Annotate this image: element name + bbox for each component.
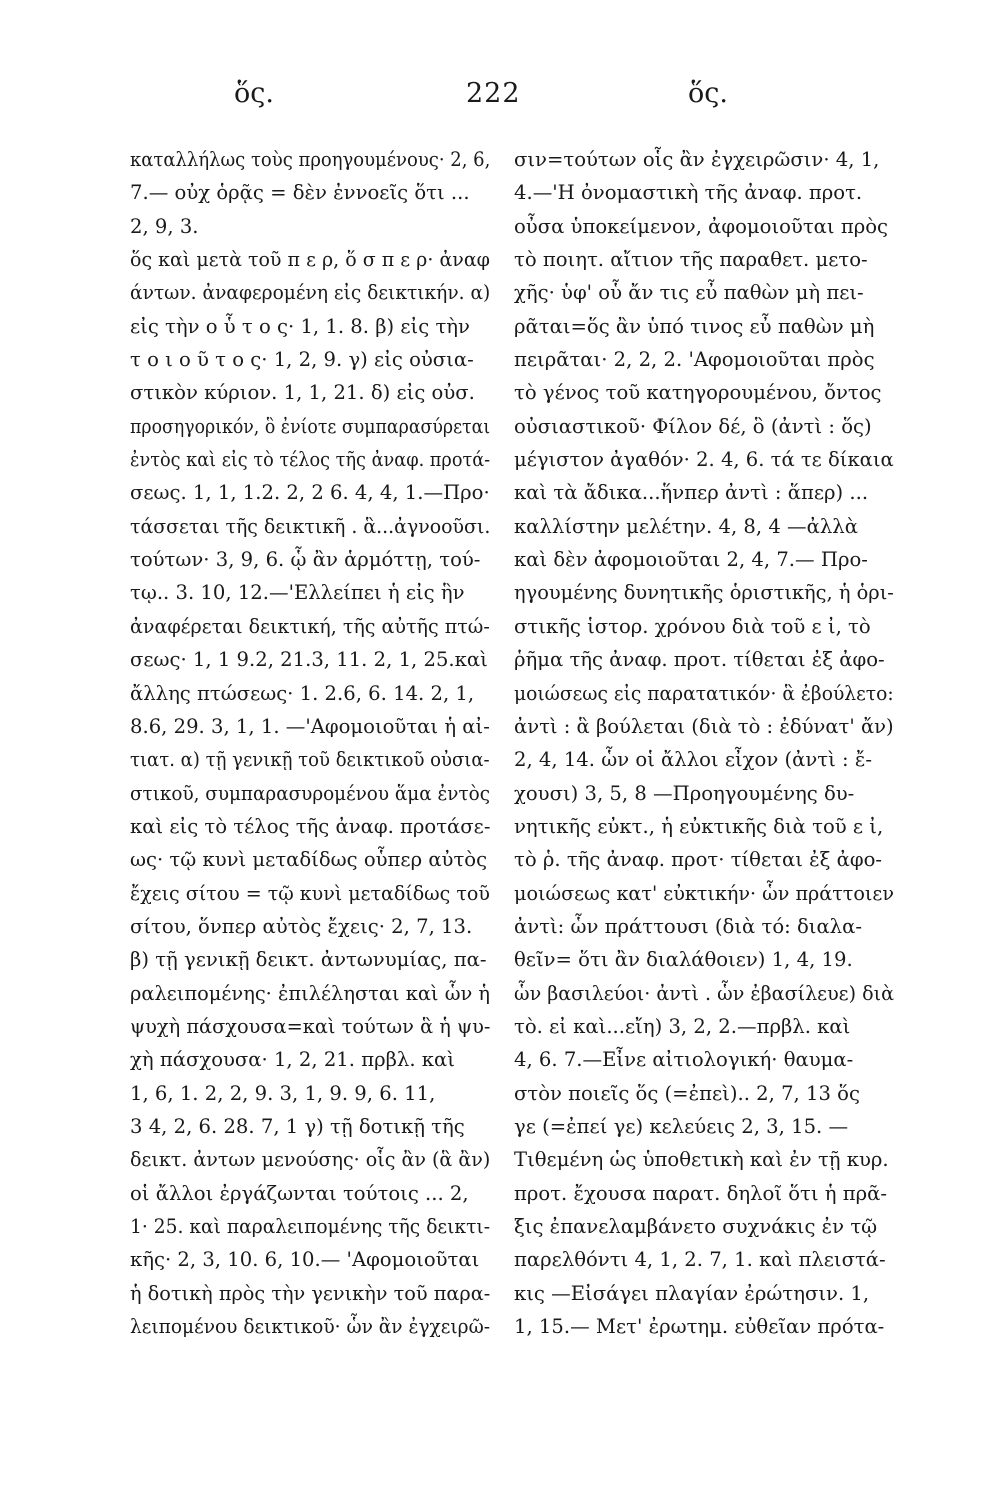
text-line: τὸ. εἰ καὶ...εἴη) 3, 2, 2.—πρβλ. καὶ [514,1014,851,1038]
text-line: καλλίστην μελέτην. 4, 8, 4 —ἀλλὰ [514,514,858,538]
text-line: στὸν ποιεῖς ὅς (=ἐπεὶ).. 2, 7, 13 ὅς [514,1081,860,1105]
text-line: 4.—'Η ὀνομαστικὴ τῆς ἀναφ. προτ. [514,181,863,205]
text-line: λειπομένου δεικτικοῦ· ὧν ἂν ἐγχειρῶ- [130,1315,491,1339]
text-line: ὅς καὶ μετὰ τοῦ π ε ρ, ὅ σ π ε ρ· ἀναφ [130,248,490,272]
text-line: τάσσεται τῆς δεικτικῆ . ἃ...ἀγνοοῦσι. [130,514,491,538]
page-header [0,78,982,118]
text-line: ρᾶται=ὅς ἂν ὑπό τινος εὖ παθὼν μὴ [514,314,875,338]
page-number: 222 [466,78,521,109]
right-column [514,143,894,1343]
text-line: τὸ ποιητ. αἴτιον τῆς παραθετ. μετο- [514,248,868,272]
text-line: 1, 15.— Μετ' ἐρωτημ. εὐθεῖαν πρότα- [514,1315,885,1339]
text-line: δεικτ. ἀντων μενούσης· οἷς ἂν (ἃ ἂν) [130,1148,491,1172]
text-line: σίτου, ὅνπερ αὐτὸς ἔχεις· 2, 7, 13. [130,914,473,938]
text-line: πειρᾶται· 2, 2, 2. 'Αφομοιοῦται πρὸς [514,348,875,372]
text-line: ἀναφέρεται δεικτική, τῆς αὐτῆς πτώ- [130,614,490,638]
header-right-word: ὅς. [688,78,728,109]
text-line: τῳ.. 3. 10, 12.—'Ελλείπει ἡ εἰς ἣν [130,581,465,605]
text-line: σεως. 1, 1, 1.2. 2, 2 6. 4, 4, 1.—Προ· [130,481,490,505]
text-line: στικοῦ, συμπαρασυρομένου ἅμα ἐντὸς [130,781,490,805]
text-line: γε (=ἐπεί γε) κελεύεις 2, 3, 15. — [514,1114,849,1138]
text-line: σεως· 1, 1 9.2, 21.3, 11. 2, 1, 25.καὶ [130,648,488,672]
text-line: καταλλήλως τοὺς προηγουμένους· 2, 6, [130,148,491,171]
text-line: μέγιστον ἀγαθόν· 2. 4, 6. τά τε δίκαια [514,448,894,472]
text-line: τὸ γένος τοῦ κατηγορουμένου, ὄντος [514,381,882,405]
text-line: καὶ εἰς τὸ τέλος τῆς ἀναφ. προτάσε- [130,814,491,838]
text-line: ὧν βασιλεύοι· ἀντὶ . ὧν ἐβασίλευε) διὰ [514,981,894,1005]
text-line: στικῆς ἱστορ. χρόνου διὰ τοῦ ε ἰ, τὸ [514,614,871,638]
text-line: χὴ πάσχουσα· 1, 2, 21. πρβλ. καὶ [130,1048,455,1072]
text-line: ραλειπομένης· ἐπιλέλησται καὶ ὧν ἡ [130,981,491,1005]
text-line: καὶ δὲν ἀφομοιοῦται 2, 4, 7.— Προ- [514,548,868,572]
text-line: τὸ ῥ. τῆς ἀναφ. προτ· τίθεται ἐξ ἀφο- [514,848,883,872]
text-line: ηγουμένης δυνητικῆς ὁριστικῆς, ἡ ὁρι- [514,581,894,605]
text-line: 2, 4, 14. ὧν οἱ ἄλλοι εἶχον (ἀντὶ : ἔ- [514,748,872,772]
text-line: 2, 9, 3. [130,214,199,238]
text-line: 7.— οὐχ ὁρᾷς = δὲν ἐννοεῖς ὅτι ... [130,181,470,205]
left-column [130,143,490,1343]
text-line: ἀντὶ : ἃ βούλεται (διὰ τὸ : ἐδύνατ' ἄν) [514,714,894,738]
text-line: καὶ τὰ ἄδικα...ἥνπερ ἀντὶ : ἅπερ) ... [514,481,869,505]
text-line: Τιθεμένη ὡς ὑποθετικὴ καὶ ἐν τῇ κυρ. [514,1148,889,1172]
text-line: ξις ἐπανελαμβάνετο συχνάκις ἐν τῷ [514,1215,878,1238]
text-line: χουσι) 3, 5, 8 —Προηγουμένης δυ- [514,781,855,805]
text-line: μοιώσεως εἰς παρατατικόν· ἃ ἐβούλετο: [514,681,894,705]
text-line: οἱ ἄλλοι ἐργάζωνται τούτοις ... 2, [130,1181,469,1205]
text-line: προσηγορικόν, ὃ ἐνίοτε συμπαρασύρεται [130,414,491,438]
text-line: ἡ δοτικὴ πρὸς τὴν γενικὴν τοῦ παρα- [130,1281,491,1305]
text-line: ἔχεις σίτου = τῷ κυνὶ μεταδίδως τοῦ [130,881,490,905]
text-line: θεῖν= ὅτι ἂν διαλάθοιεν) 1, 4, 19. [514,948,853,972]
text-line: σιν=τούτων οἷς ἂν ἐγχειρῶσιν· 4, 1, [514,148,880,171]
text-line: 8.6, 29. 3, 1, 1. —'Αφομοιοῦται ἡ αἰ- [130,714,490,738]
text-line: ψυχὴ πάσχουσα=καὶ τούτων ἃ ἡ ψυ- [130,1014,491,1038]
text-line: νητικῆς εὐκτ., ἡ εὐκτικῆς διὰ τοῦ ε ἰ, [514,814,884,838]
text-line: οὖσα ὑποκείμενον, ἀφομοιοῦται πρὸς [514,214,888,238]
text-line: προτ. ἔχουσα παρατ. δηλοῖ ὅτι ἡ πρᾶ- [514,1181,887,1205]
text-line: μοιώσεως κατ' εὐκτικήν· ὧν πράττοιεν [514,881,894,905]
text-line: ἐντὸς καὶ εἰς τὸ τέλος τῆς ἀναφ. προτά- [130,448,491,472]
text-line: τ ο ι ο ῦ τ ο ς· 1, 2, 9. γ) εἰς οὐσια- [130,348,474,372]
text-line: κῆς· 2, 3, 10. 6, 10.— 'Αφομοιοῦται [130,1248,480,1272]
text-line: κις —Εἰσάγει πλαγίαν ἐρώτησιν. 1, [514,1281,870,1305]
text-line: β) τῇ γενικῇ δεικτ. ἀντωνυμίας, πα- [130,948,487,972]
text-line: ἀντὶ: ὧν πράττουσι (διὰ τό: διαλα- [514,914,862,938]
header-left-word: ὅς. [234,78,274,109]
text-line: παρελθόντι 4, 1, 2. 7, 1. καὶ πλειστά- [514,1248,886,1272]
text-line: ως· τῷ κυνὶ μεταδίδως οὗπερ αὐτὸς [130,848,488,872]
text-line: 1· 25. καὶ παραλειπομένης τῆς δεικτι- [130,1215,491,1238]
text-line: τιατ. α) τῇ γενικῇ τοῦ δεικτικοῦ οὐσια- [130,748,490,772]
text-line: 3 4, 2, 6. 28. 7, 1 γ) τῇ δοτικῇ τῆς [130,1114,465,1138]
text-line: εἰς τὴν ο ὗ τ ο ς· 1, 1. 8. β) εἰς τὴν [130,314,470,338]
text-line: οὐσιαστικοῦ· Φίλον δέ, ὃ (ἀντὶ : ὅς) [514,414,872,438]
text-line: τούτων· 3, 9, 6. ᾧ ἂν ἁρμόττῃ, τού- [130,548,481,572]
text-line: άντων. ἀναφερομένη εἰς δεικτικήν. α) [130,281,491,305]
text-line: στικὸν κύριον. 1, 1, 21. δ) εἰς οὐσ. [130,381,475,405]
text-line: ῥῆμα τῆς ἀναφ. προτ. τίθεται ἐξ ἀφο- [514,648,885,672]
text-line: 4, 6. 7.—Εἶνε αἰτιολογική· θαυμα- [514,1048,854,1072]
text-line: χῆς· ὑφ' οὗ ἄν τις εὖ παθὼν μὴ πει- [514,281,864,305]
text-line: 1, 6, 1. 2, 2, 9. 3, 1, 9. 9, 6. 11, [130,1081,436,1105]
text-line: ἄλλης πτώσεως· 1. 2.6, 6. 14. 2, 1, [130,681,475,705]
